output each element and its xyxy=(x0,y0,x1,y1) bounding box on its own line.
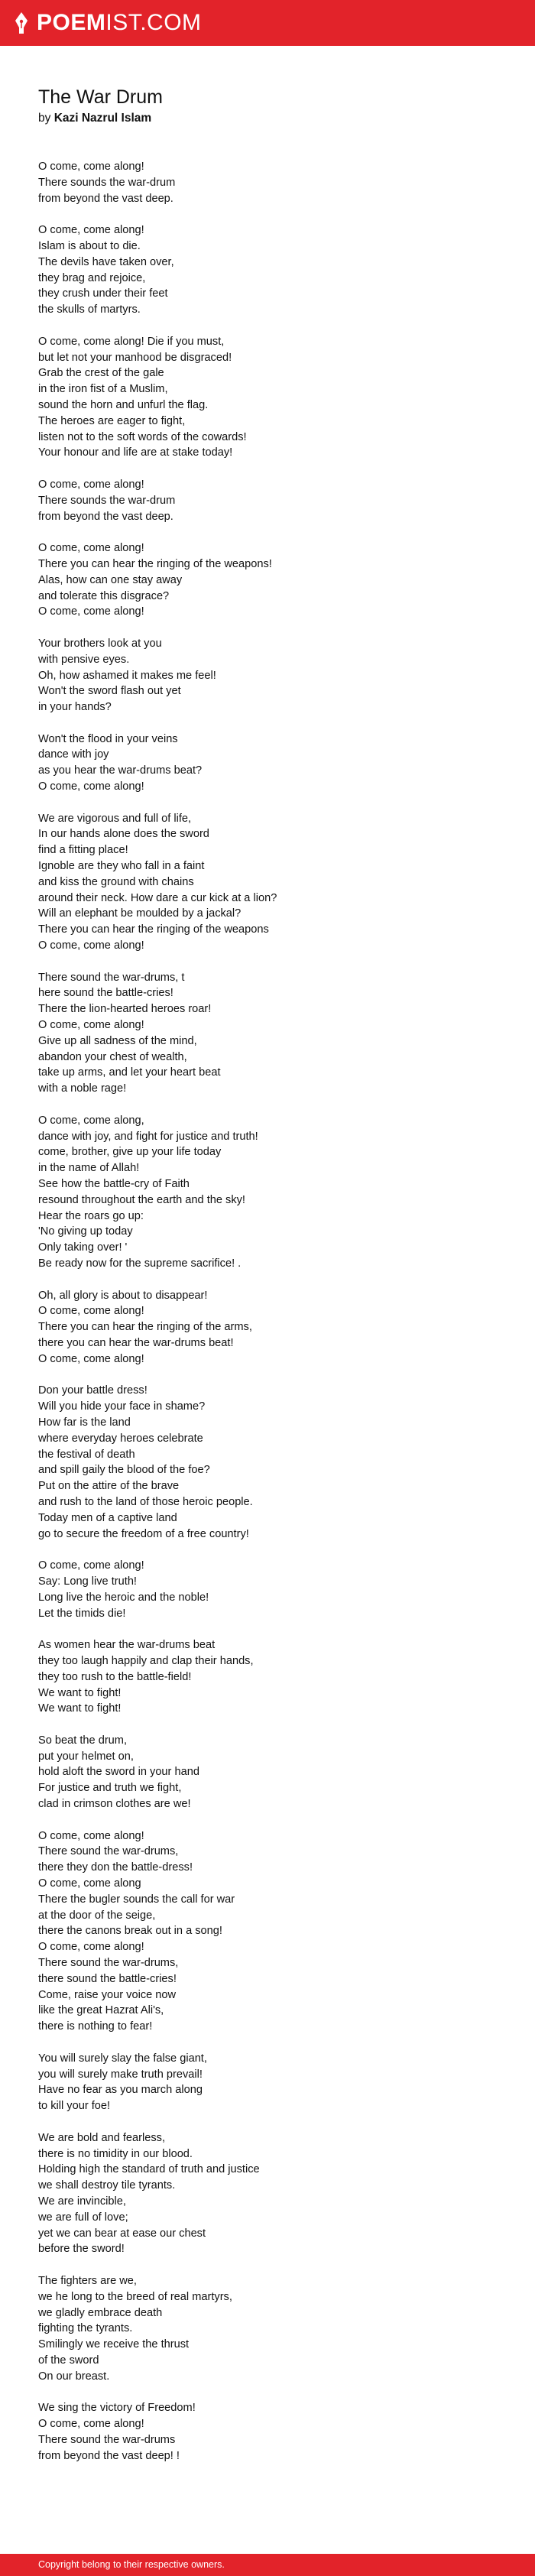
poem-line: O come, come along! xyxy=(38,939,144,952)
poem-line: we he long to the breed of real martyrs, xyxy=(38,2290,232,2303)
poem-line: O come, come along! xyxy=(38,161,144,173)
poem-line: to kill your foe! xyxy=(38,2100,111,2113)
site-header xyxy=(0,0,535,46)
poem-line: like the great Hazrat Ali's, xyxy=(38,2004,164,2017)
poem-stanza xyxy=(38,540,504,620)
poem-line: O come, come along! xyxy=(38,1559,144,1572)
poem-line: Say: Long live truth! xyxy=(38,1575,137,1588)
poem-stanza xyxy=(38,1733,504,1812)
poem-line: There you can hear the ringing of the weapons xyxy=(38,923,269,936)
poem-byline xyxy=(38,111,504,126)
poem-stanza xyxy=(38,970,504,1097)
poem-stanza xyxy=(38,2130,504,2257)
poem-line: For justice and truth we fight, xyxy=(38,1782,182,1795)
poem-line: There sound the war-drums, xyxy=(38,1845,179,1858)
poem-line: we are full of love; xyxy=(38,2211,128,2224)
poem-stanza xyxy=(38,1637,504,1717)
poem-line: you will surely make truth prevail! xyxy=(38,2068,203,2081)
poem-stanza xyxy=(38,159,504,206)
poem-line: and rush to the land of those heroic people. xyxy=(38,1495,253,1508)
pen-nib-icon xyxy=(14,11,29,34)
poem-line: around their neck. How dare a cur kick at a lion? xyxy=(38,891,277,904)
poem-line: we gladly embrace death xyxy=(38,2306,163,2319)
poem-line: There sound the war-drums, xyxy=(38,1957,179,1970)
poem-line: with pensive eyes. xyxy=(38,653,130,666)
poem-line: Have no fear as you march along xyxy=(38,2084,203,2097)
poem-line: There sound the war-drums, t xyxy=(38,971,185,984)
poem-line: there is nothing to fear! xyxy=(38,2020,153,2033)
poem-line: O come, come along! xyxy=(38,1305,144,1318)
poem-line: Will you hide your face in shame? xyxy=(38,1400,206,1413)
poem-stanza xyxy=(38,2273,504,2385)
poem-line: there sound the battle-cries! xyxy=(38,1972,177,1985)
poem-line: O come, come along! xyxy=(38,1829,144,1842)
poem-line: We sing the victory of Freedom! xyxy=(38,2402,196,2415)
by-label: by xyxy=(38,112,51,125)
poem-line: and kiss the ground with chains xyxy=(38,875,194,888)
poem-stanza xyxy=(38,1558,504,1621)
poem-line: from beyond the vast deep! ! xyxy=(38,2449,180,2462)
poem-line: Come, raise your voice now xyxy=(38,1988,177,2001)
poem-line: How far is the land xyxy=(38,1416,131,1429)
poem-line: in the iron fist of a Muslim, xyxy=(38,383,168,396)
poem-line: take up arms, and let your heart beat xyxy=(38,1066,221,1079)
poem-line: in the name of Allah! xyxy=(38,1162,140,1175)
poem-line: as you hear the war-drums beat? xyxy=(38,764,203,777)
poem-line: So beat the drum, xyxy=(38,1734,128,1747)
poem-line: O come, come along! xyxy=(38,224,144,237)
poem-line: Don your battle dress! xyxy=(38,1384,148,1397)
poem-line: they too rush to the battle-field! xyxy=(38,1670,192,1683)
poem-line: here sound the battle-cries! xyxy=(38,987,173,1000)
poem-line: go to secure the freedom of a free country! xyxy=(38,1527,249,1540)
poem-line: Islam is about to die. xyxy=(38,239,141,252)
poem-line: We are bold and fearless, xyxy=(38,2131,166,2144)
poem-content xyxy=(38,86,504,2480)
poem-line: Give up all sadness of the mind, xyxy=(38,1034,197,1047)
poem-stanza xyxy=(38,1288,504,1367)
poem-line: The devils have taken over, xyxy=(38,255,174,268)
poem-line: O come, come along! xyxy=(38,542,144,555)
poem-line: O come, come along! xyxy=(38,478,144,491)
poem-line: there you can hear the war-drums beat! xyxy=(38,1336,234,1349)
poem-line: find a fitting place! xyxy=(38,844,128,857)
poem-line: Today men of a captive land xyxy=(38,1511,177,1524)
poem-line: Oh, all glory is about to disappear! xyxy=(38,1289,208,1302)
poem-line: The fighters are we, xyxy=(38,2274,137,2287)
poem-line: from beyond the vast deep. xyxy=(38,510,173,523)
poem-stanza xyxy=(38,2400,504,2464)
poem-line: O come, come along! Die if you must, xyxy=(38,335,225,348)
poem-line: of the sword xyxy=(38,2354,99,2367)
poem-line: O come, come along xyxy=(38,1877,141,1890)
poem-line: O come, come along! xyxy=(38,1941,144,1954)
poem-stanza xyxy=(38,334,504,461)
poem-stanza xyxy=(38,811,504,954)
poem-line: O come, come along! xyxy=(38,1352,144,1365)
poem-line: but let not your manhood be disgraced! xyxy=(38,351,232,364)
poem-line: Ignoble are they who fall in a faint xyxy=(38,860,205,873)
poem-line: There the lion-hearted heroes roar! xyxy=(38,1003,212,1016)
poem-line: O come, come along! xyxy=(38,605,144,618)
poem-line: sound the horn and unfurl the flag. xyxy=(38,398,209,411)
poem-line: As women hear the war-drums beat xyxy=(38,1639,216,1652)
poem-line: put your helmet on, xyxy=(38,1750,134,1763)
poem-line: The heroes are eager to fight, xyxy=(38,414,186,427)
poem-line: hold aloft the sword in your hand xyxy=(38,1766,199,1779)
site-footer xyxy=(0,2554,535,2576)
poem-line: We want to fight! xyxy=(38,1686,122,1699)
poem-line: listen not to the soft words of the cowards! xyxy=(38,430,247,443)
poem-line: they too laugh happily and clap their hands, xyxy=(38,1654,254,1667)
poem-line: We want to fight! xyxy=(38,1702,122,1715)
poem-line: there they don the battle-dress! xyxy=(38,1861,193,1874)
poem-line: In our hands alone does the sword xyxy=(38,828,209,841)
poem-line: resound throughout the earth and the sky! xyxy=(38,1193,245,1206)
poem-line: from beyond the vast deep. xyxy=(38,192,173,205)
poem-line: there is no timidity in our blood. xyxy=(38,2147,193,2160)
poem-line: There the bugler sounds the call for war xyxy=(38,1893,235,1906)
poem-line: Alas, how can one stay away xyxy=(38,573,183,586)
poem-line: the festival of death xyxy=(38,1448,135,1461)
poem-line: Let the timids die! xyxy=(38,1607,126,1620)
poem-body xyxy=(38,159,504,2464)
poem-line: the skulls of martyrs. xyxy=(38,303,141,316)
poem-line: they brag and rejoice, xyxy=(38,271,146,284)
poem-line: There sounds the war-drum xyxy=(38,494,176,507)
copyright-notice: Copyright belong to their respective owners. xyxy=(38,2559,225,2570)
poem-line: Holding high the standard of truth and justice xyxy=(38,2163,260,2176)
poem-line: Long live the heroic and the noble! xyxy=(38,1591,209,1604)
poem-line: Oh, how ashamed it makes me feel! xyxy=(38,669,216,682)
poem-line: Your brothers look at you xyxy=(38,637,162,650)
poem-line: dance with joy, and fight for justice and truth! xyxy=(38,1130,258,1143)
poem-line: Smilingly we receive the thrust xyxy=(38,2338,190,2351)
poem-line: There you can hear the ringing of the weapons! xyxy=(38,557,272,570)
poem-author[interactable]: Kazi Nazrul Islam xyxy=(54,112,152,125)
poem-line: and spill gaily the blood of the foe? xyxy=(38,1464,210,1477)
poem-line: Won't the sword flash out yet xyxy=(38,685,181,698)
poem-line: O come, come along! xyxy=(38,1019,144,1032)
poem-line: Put on the attire of the brave xyxy=(38,1480,180,1493)
poem-line: We are vigorous and full of life, xyxy=(38,812,192,825)
poem-stanza xyxy=(38,1828,504,2035)
poem-line: at the door of the seige, xyxy=(38,1909,156,1922)
poem-line: we shall destroy tile tyrants. xyxy=(38,2179,176,2192)
poem-line: There sounds the war-drum xyxy=(38,176,176,189)
poem-line: yet we can bear at ease our chest xyxy=(38,2227,206,2240)
poem-line: Only taking over! ' xyxy=(38,1241,128,1254)
poem-line: Your honour and life are at stake today! xyxy=(38,446,233,459)
poem-line: Will an elephant be moulded by a jackal? xyxy=(38,907,242,920)
poem-stanza xyxy=(38,477,504,524)
poem-line: before the sword! xyxy=(38,2243,125,2256)
poem-line: On our breast. xyxy=(38,2370,110,2383)
poem-line: We are invincible, xyxy=(38,2195,126,2208)
poem-line: Hear the roars go up: xyxy=(38,1209,144,1222)
poem-line: O come, come along! xyxy=(38,780,144,793)
poem-line: You will surely slay the false giant, xyxy=(38,2052,207,2065)
poem-stanza xyxy=(38,1383,504,1542)
site-logo-text: POEMIST.COM xyxy=(37,10,202,35)
poem-line: fighting the tyrants. xyxy=(38,2322,133,2335)
poem-line: There you can hear the ringing of the arms, xyxy=(38,1321,252,1334)
poem-line: there the canons break out in a song! xyxy=(38,1925,222,1938)
site-logo[interactable] xyxy=(14,10,202,36)
poem-line: O come, come along! xyxy=(38,2418,144,2431)
poem-line: abandon your chest of wealth, xyxy=(38,1050,187,1063)
poem-line: where everyday heroes celebrate xyxy=(38,1432,203,1445)
poem-stanza xyxy=(38,636,504,715)
poem-line: and tolerate this disgrace? xyxy=(38,589,170,602)
poem-line: clad in crimson clothes are we! xyxy=(38,1798,191,1811)
poem-line: O come, come along, xyxy=(38,1114,144,1127)
poem-line: Be ready now for the supreme sacrifice! . xyxy=(38,1257,242,1270)
poem-line: they crush under their feet xyxy=(38,287,168,300)
poem-line: with a noble rage! xyxy=(38,1082,127,1095)
poem-stanza xyxy=(38,732,504,795)
poem-line: in your hands? xyxy=(38,701,112,714)
poem-line: There sound the war-drums xyxy=(38,2433,176,2446)
poem-stanza xyxy=(38,1113,504,1272)
poem-line: Won't the flood in your veins xyxy=(38,732,178,745)
poem-line: See how the battle-cry of Faith xyxy=(38,1178,190,1190)
poem-line: Grab the crest of the gale xyxy=(38,367,164,380)
poem-title: The War Drum xyxy=(38,86,163,108)
poem-line: dance with joy xyxy=(38,748,109,761)
poem-stanza xyxy=(38,2051,504,2114)
poem-line: 'No giving up today xyxy=(38,1225,133,1238)
poem-line: come, brother, give up your life today xyxy=(38,1146,222,1159)
poem-stanza xyxy=(38,222,504,318)
